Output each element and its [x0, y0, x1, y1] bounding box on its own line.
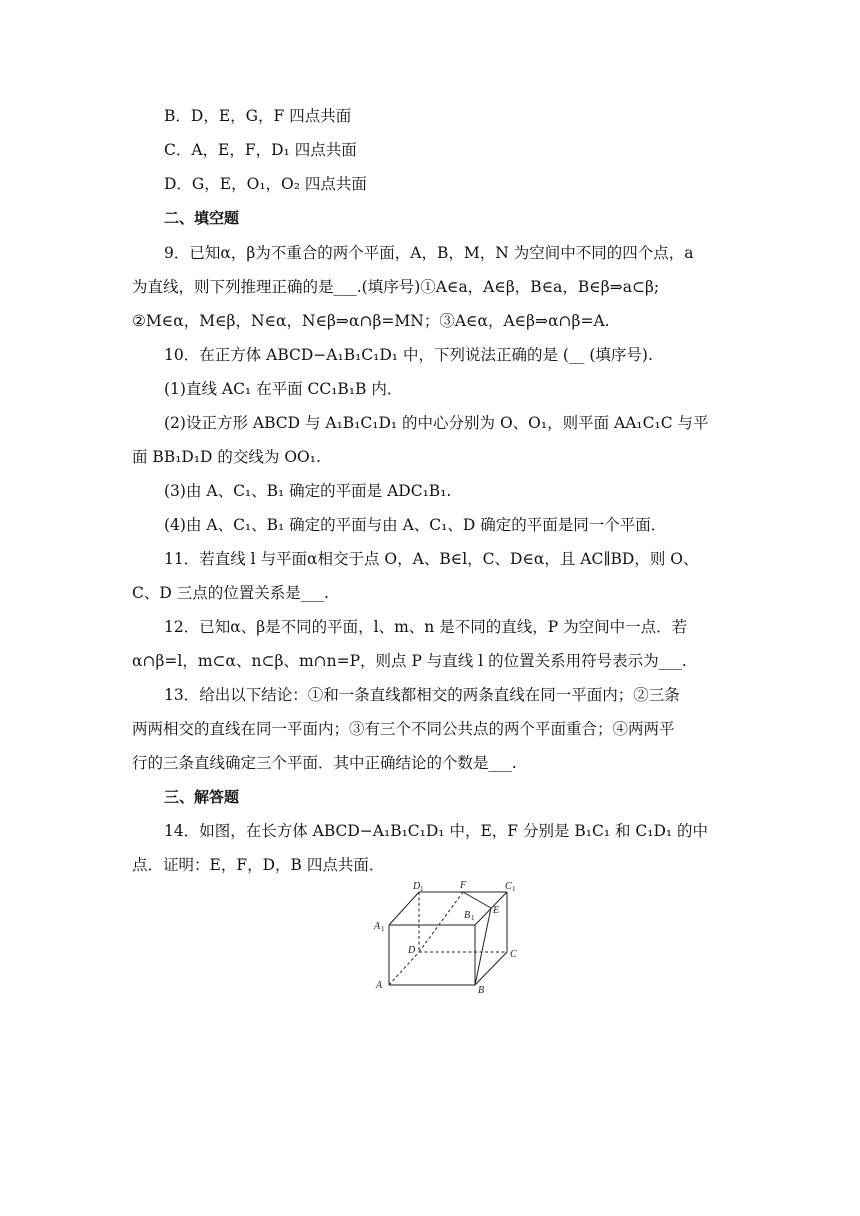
svg-text:1: 1	[420, 885, 424, 893]
option-c: C．A，E，F，D₁ 四点共面	[164, 141, 357, 159]
label-c: C	[510, 949, 517, 960]
segment-f-e	[463, 892, 491, 908]
question-9-line-3: ②M∈α，M∈β，N∈α，N∈β⇒α∩β=MN；③A∈α，A∈β⇒α∩β=A.	[132, 312, 610, 330]
edge-a1-d1	[389, 892, 419, 925]
question-10-item-4: (4)由 A、C₁、B₁ 确定的平面与由 A、C₁、D 确定的平面是同一个平面．	[164, 516, 667, 534]
label-e: E	[493, 905, 500, 916]
question-10-item-3: (3)由 A、C₁、B₁ 确定的平面是 ADC₁B₁.	[164, 482, 452, 500]
question-11-line-2: C、D 三点的位置关系是___.	[132, 584, 329, 602]
question-10-line-1: 10．在正方体 ABCD−A₁B₁C₁D₁ 中，下列说法正确的是 (__ (填序号).	[164, 346, 653, 364]
label-c1: C	[505, 881, 512, 892]
label-a: A	[376, 980, 383, 991]
question-10-item-2-line-2: 面 BB₁D₁D 的交线为 OO₁.	[132, 448, 321, 466]
edge-b-c	[475, 952, 507, 985]
label-d: D	[408, 945, 416, 956]
label-b: B	[478, 985, 485, 996]
label-f: F	[460, 880, 467, 891]
segment-e-b	[475, 908, 491, 985]
question-9-line-1: 9．已知α，β为不重合的两个平面，A，B，M，N 为空间中不同的四个点，a	[164, 244, 694, 262]
label-a1: A	[374, 921, 381, 932]
segment-d-f	[419, 892, 463, 952]
section-heading-fill-blank: 二、填空题	[164, 209, 240, 227]
question-10-item-1: (1)直线 AC₁ 在平面 CC₁B₁B 内．	[164, 380, 403, 398]
label-b1: B	[464, 910, 471, 921]
option-b: B．D，E，G，F 四点共面	[164, 107, 352, 125]
question-10-item-2-line-1: (2)设正方形 ABCD 与 A₁B₁C₁D₁ 的中心分别为 O、O₁，则平面 AA₁C₁C 与平	[164, 414, 709, 432]
edge-a-d	[389, 952, 419, 985]
cuboid-figure	[372, 875, 522, 997]
svg-text:1: 1	[381, 925, 385, 933]
svg-text:1: 1	[471, 914, 475, 922]
question-12-line-2: α∩β=l，m⊂α、n⊂β、m∩n=P，则点 P 与直线 l 的位置关系用符号表示为___.	[132, 652, 687, 670]
question-9-line-2: 为直线，则下列推理正确的是___.(填序号)①A∈a，A∈β，B∈a，B∈β⇒a⊂β;	[132, 278, 660, 296]
question-12-line-1: 12．已知α、β是不同的平面，l、m、n 是不同的直线，P 为空间中一点．若	[164, 618, 688, 636]
question-14-line-2: 点．证明：E，F，D，B 四点共面．	[132, 856, 385, 874]
question-13-line-3: 行的三条直线确定三个平面．其中正确结论的个数是___.	[132, 754, 517, 772]
svg-text:1: 1	[512, 885, 516, 893]
question-13-line-1: 13．给出以下结论：①和一条直线都相交的两条直线在同一平面内；②三条	[164, 686, 680, 704]
question-13-line-2: 两两相交的直线在同一平面内；③有三个不同公共点的两个平面重合；④两两平	[132, 720, 675, 738]
question-14-line-1: 14．如图，在长方体 ABCD−A₁B₁C₁D₁ 中，E，F 分别是 B₁C₁ 和 C₁D₁ 的中	[164, 822, 709, 840]
question-11-line-1: 11．若直线 l 与平面α相交于点 O，A、B∈l，C、D∈α，且 AC∥BD，则 O、	[164, 550, 699, 568]
option-d: D．G，E，O₁，O₂ 四点共面	[164, 175, 367, 193]
label-d1: D	[413, 881, 421, 892]
section-heading-answer: 三、解答题	[164, 788, 240, 806]
